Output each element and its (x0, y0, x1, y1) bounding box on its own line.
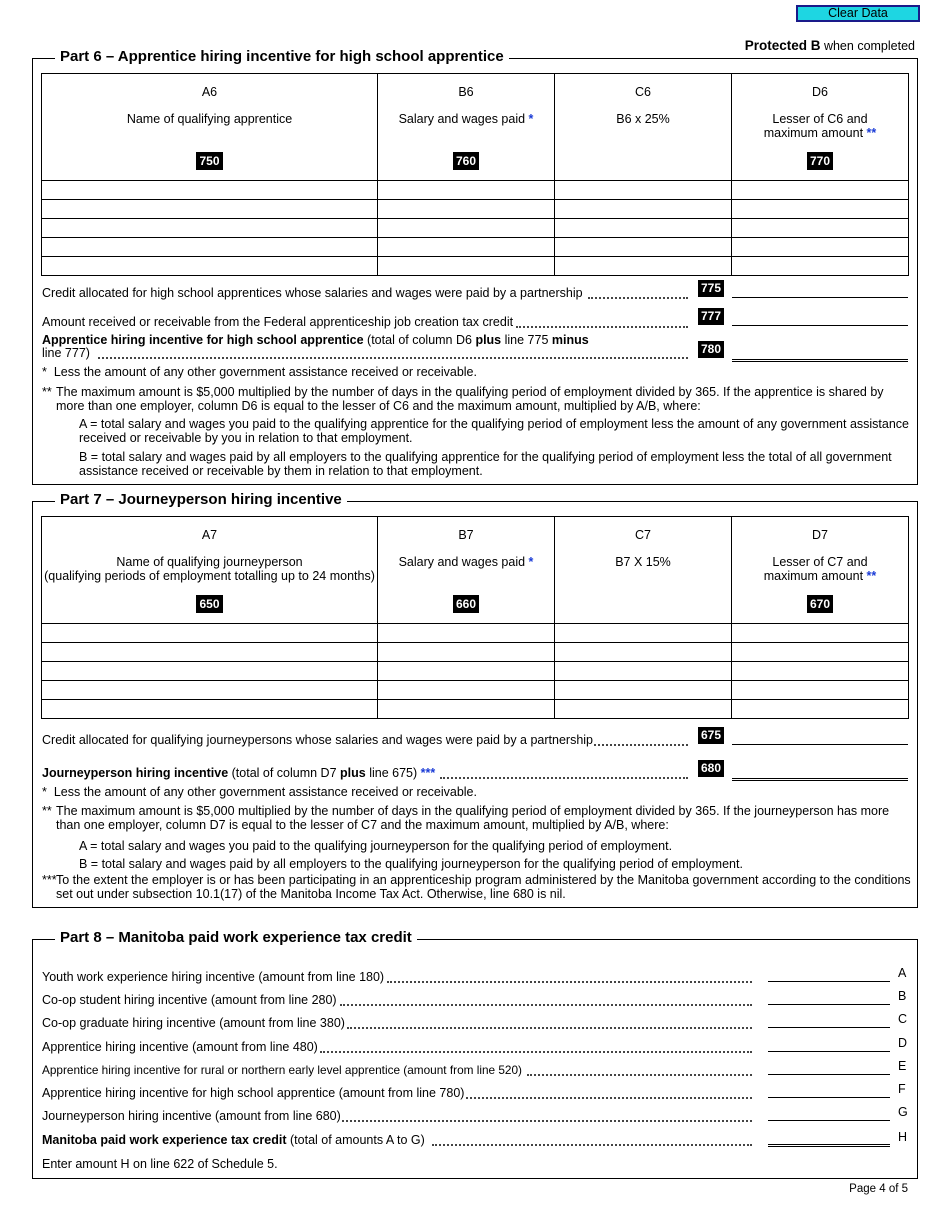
line-code-680: 680 (698, 760, 724, 777)
line-code-670: 670 (807, 595, 833, 613)
line-letter-e: E (898, 1059, 907, 1073)
part7-title: Part 7 – Journeyperson hiring incentive (55, 491, 347, 508)
table-cell-input[interactable] (378, 662, 555, 681)
line-780-text: line 775 (501, 333, 552, 347)
line-780-label-2: line 777) (42, 346, 90, 360)
col-letter: D6 (812, 85, 828, 99)
part6-note-a: A = total salary and wages you paid to the qualifying apprentice for the qualifying period of employment less the amount of any government assistance received or receivable by you in relation to that employment. (79, 417, 910, 445)
line-680-bold: Journeyperson hiring incentive (42, 766, 229, 780)
footnote-star: ** (866, 126, 877, 140)
table-cell-input[interactable] (378, 238, 555, 257)
line-675-input[interactable] (732, 730, 908, 745)
col-desc: Lesser of C7 and maximum amount (763, 555, 868, 583)
line-780-input[interactable] (732, 345, 908, 362)
table-cell-input[interactable] (732, 219, 909, 238)
footnote-star: * (528, 112, 534, 126)
table-cell-input[interactable] (555, 643, 732, 662)
table-cell-input[interactable] (42, 200, 378, 219)
table-cell-input[interactable] (42, 181, 378, 200)
col-desc: Name of qualifying journeyperson (qualifying periods of employment totalling up to 24 months) (44, 555, 375, 583)
plus-word: plus (475, 333, 502, 347)
col-desc: Salary and wages paid (398, 112, 529, 126)
part7-col-a7-header (42, 517, 378, 624)
part8-line-e-label: Apprentice hiring incentive for rural or northern early level apprentice (amount from line 520) (42, 1063, 522, 1077)
leader-dots (320, 1041, 752, 1053)
line-letter-a: A (898, 966, 907, 980)
part8-line-c-input[interactable] (768, 1013, 890, 1028)
line-code-650: 650 (196, 595, 222, 613)
part8-total-input[interactable] (768, 1130, 890, 1147)
table-cell-input[interactable] (42, 219, 378, 238)
footnote-star: ** (866, 569, 877, 583)
line-letter-h: H (898, 1130, 908, 1144)
table-cell-input[interactable] (732, 257, 909, 276)
part6-col-a6-header (42, 74, 378, 181)
footnote-star: *** (420, 766, 436, 780)
table-cell-input[interactable] (42, 257, 378, 276)
total-bold: Manitoba paid work experience tax credit (42, 1133, 287, 1147)
table-cell-input[interactable] (555, 238, 732, 257)
part8-title: Part 8 – Manitoba paid work experience tax credit (55, 929, 417, 946)
col-letter: A7 (201, 528, 218, 542)
protected-b-rest: when completed (820, 39, 915, 53)
table-cell-input[interactable] (732, 181, 909, 200)
line-780-text: (total of column D6 (363, 333, 476, 347)
part7-col-c7-header (555, 517, 732, 624)
part8-line-a-label: Youth work experience hiring incentive (amount from line 180) (42, 970, 385, 984)
note-text: Less the amount of any other government assistance received or receivable. (53, 785, 477, 799)
part6-col-b6-header (378, 74, 555, 181)
part6-col-c6-header (555, 74, 732, 181)
line-letter-g: G (898, 1105, 908, 1119)
line-letter-b: B (898, 989, 907, 1003)
line-letter-d: D (898, 1036, 908, 1050)
line-780-bold: Apprentice hiring incentive for high school apprentice (42, 333, 364, 347)
table-cell-input[interactable] (732, 681, 909, 700)
leader-dots (594, 734, 688, 746)
clear-data-button[interactable]: Clear Data (796, 5, 920, 22)
table-cell-input[interactable] (378, 219, 555, 238)
table-cell-input[interactable] (42, 681, 378, 700)
table-cell-input[interactable] (42, 700, 378, 719)
part6-title: Part 6 – Apprentice hiring incentive for high school apprentice (55, 48, 509, 65)
line-letter-c: C (898, 1012, 908, 1026)
col-desc: Lesser of C6 and maximum amount (763, 112, 868, 140)
part7-note-3-marker: *** (42, 873, 57, 887)
line-775-label: Credit allocated for high school apprentices whose salaries and wages were paid by a partnership (42, 286, 583, 300)
table-cell-input[interactable] (555, 662, 732, 681)
table-cell-input[interactable] (378, 681, 555, 700)
line-code-750: 750 (196, 152, 222, 170)
line-code-660: 660 (453, 595, 479, 613)
plus-word: plus (340, 766, 366, 780)
note-text: Less the amount of any other government assistance received or receivable. (53, 365, 477, 379)
table-cell-input[interactable] (42, 662, 378, 681)
part8-total-label (42, 1133, 425, 1147)
line-680-text: line 675) (365, 766, 421, 780)
part8-line-e-input[interactable] (768, 1060, 890, 1075)
leader-dots (98, 347, 688, 359)
part6-note-2: The maximum amount is $5,000 multiplied by the number of days in the qualifying period of employment divided by 365. If the apprentice is shared by more than one employer, column D6 is equal to the lesser of C6 and the maximum amount, multiplied by A/B, where: (56, 385, 884, 413)
footnote-star: * (528, 555, 534, 569)
part8-line-f-input[interactable] (768, 1083, 890, 1098)
part7-table (41, 516, 909, 719)
col-letter: D7 (812, 528, 828, 542)
col-letter: C6 (635, 85, 651, 99)
table-cell-input[interactable] (555, 700, 732, 719)
part7-note-2-marker: ** (42, 804, 52, 818)
part6-col-d6-header (732, 74, 909, 181)
line-680-text: (total of column D7 (228, 766, 341, 780)
part7-col-b7-header (378, 517, 555, 624)
line-680-input[interactable] (732, 764, 908, 781)
part7-note-2: The maximum amount is $5,000 multiplied by the number of days in the qualifying period of employment divided by 365. If the journeyperson has more than one employer, column D7 is equal to the lesser of C7 and the maximum amount, multiplied by A/B, where: (56, 804, 890, 832)
part8-line-b-input[interactable] (768, 990, 890, 1005)
table-cell-input[interactable] (732, 624, 909, 643)
protected-b-bold: Protected B (744, 38, 821, 53)
note-marker: * (42, 365, 47, 379)
leader-dots (516, 316, 688, 328)
page-number: Page 4 of 5 (849, 1183, 908, 1195)
table-cell-input[interactable] (732, 700, 909, 719)
line-code-675: 675 (698, 727, 724, 744)
leader-dots (387, 971, 752, 983)
table-cell-input[interactable] (378, 700, 555, 719)
leader-dots (527, 1064, 752, 1076)
part7-col-d7-header (732, 517, 909, 624)
line-777-label: Amount received or receivable from the Federal apprenticeship job creation tax credit (42, 315, 514, 329)
note-marker: * (42, 785, 47, 799)
table-cell-input[interactable] (732, 238, 909, 257)
part8-line-c-label: Co-op graduate hiring incentive (amount from line 380) (42, 1016, 345, 1030)
leader-dots (342, 1110, 752, 1122)
table-cell-input[interactable] (555, 181, 732, 200)
table-cell-input[interactable] (555, 681, 732, 700)
table-cell-input[interactable] (732, 662, 909, 681)
table-cell-input[interactable] (42, 643, 378, 662)
line-code-777: 777 (698, 308, 724, 325)
part8-line-d-input[interactable] (768, 1037, 890, 1052)
col-desc: B6 x 25% (616, 112, 670, 126)
line-675-label: Credit allocated for qualifying journeypersons whose salaries and wages were paid by a partnership (42, 733, 594, 747)
line-780-label (42, 333, 589, 347)
col-letter: A6 (201, 85, 218, 99)
table-cell-input[interactable] (732, 643, 909, 662)
table-cell-input[interactable] (42, 624, 378, 643)
col-desc: B7 X 15% (615, 555, 671, 569)
table-cell-input[interactable] (42, 238, 378, 257)
part7-note-1 (42, 785, 902, 799)
line-775-input[interactable] (732, 283, 908, 298)
part8-line-g-label: Journeyperson hiring incentive (amount from line 680) (42, 1109, 341, 1123)
col-desc: Name of qualifying apprentice (126, 112, 293, 126)
table-cell-input[interactable] (378, 257, 555, 276)
leader-dots (347, 1017, 752, 1029)
table-cell-input[interactable] (555, 624, 732, 643)
part8-line-a-input[interactable] (768, 967, 890, 982)
line-code-760: 760 (453, 152, 479, 170)
col-letter: B7 (458, 528, 474, 542)
line-letter-f: F (898, 1082, 906, 1096)
part8-line-b-label: Co-op student hiring incentive (amount from line 280) (42, 993, 337, 1007)
line-777-input[interactable] (732, 311, 908, 326)
table-cell-input[interactable] (555, 200, 732, 219)
part7-note-3: To the extent the employer is or has been participating in an apprenticeship program administered by the Manitoba government according to the conditions set out under subsection 10.1(17) of the Manitoba Income Tax Act. Otherwise, line 680 is nil. (56, 873, 911, 901)
line-code-780: 780 (698, 341, 724, 358)
part8-enter-note: Enter amount H on line 622 of Schedule 5. (42, 1157, 278, 1171)
col-desc: Salary and wages paid (398, 555, 529, 569)
part8-line-g-input[interactable] (768, 1106, 890, 1121)
leader-dots (340, 994, 752, 1006)
table-cell-input[interactable] (378, 200, 555, 219)
part6-note-1 (42, 365, 902, 379)
table-cell-input[interactable] (378, 643, 555, 662)
table-cell-input[interactable] (555, 257, 732, 276)
part6-note-2-marker: ** (42, 385, 52, 399)
col-letter: C7 (635, 528, 651, 542)
part8-line-d-label: Apprentice hiring incentive (amount from line 480) (42, 1040, 318, 1054)
col-letter: B6 (458, 85, 474, 99)
minus-word: minus (551, 333, 589, 347)
leader-dots (588, 287, 688, 299)
leader-dots (432, 1134, 752, 1146)
table-cell-input[interactable] (378, 624, 555, 643)
leader-dots (440, 767, 688, 779)
protected-b-label (745, 38, 915, 53)
line-code-770: 770 (807, 152, 833, 170)
table-cell-input[interactable] (378, 181, 555, 200)
part7-note-a: A = total salary and wages you paid to the qualifying journeyperson for the qualifying period of employment. (79, 839, 673, 853)
part8-line-f-label: Apprentice hiring incentive for high school apprentice (amount from line 780) (42, 1086, 465, 1100)
leader-dots (466, 1087, 752, 1099)
part7-note-b: B = total salary and wages paid by all employers to the qualifying journeyperson for the qualifying period of employment. (79, 857, 743, 871)
line-code-775: 775 (698, 280, 724, 297)
line-680-label (42, 766, 435, 780)
part6-table (41, 73, 909, 276)
table-cell-input[interactable] (555, 219, 732, 238)
table-cell-input[interactable] (732, 200, 909, 219)
total-text: (total of amounts A to G) (286, 1133, 425, 1147)
part6-note-b: B = total salary and wages paid by all employers to the qualifying apprentice for the qualifying period of employment less the total of all government assistance received or receivable by them in relation to that employment. (79, 450, 892, 478)
